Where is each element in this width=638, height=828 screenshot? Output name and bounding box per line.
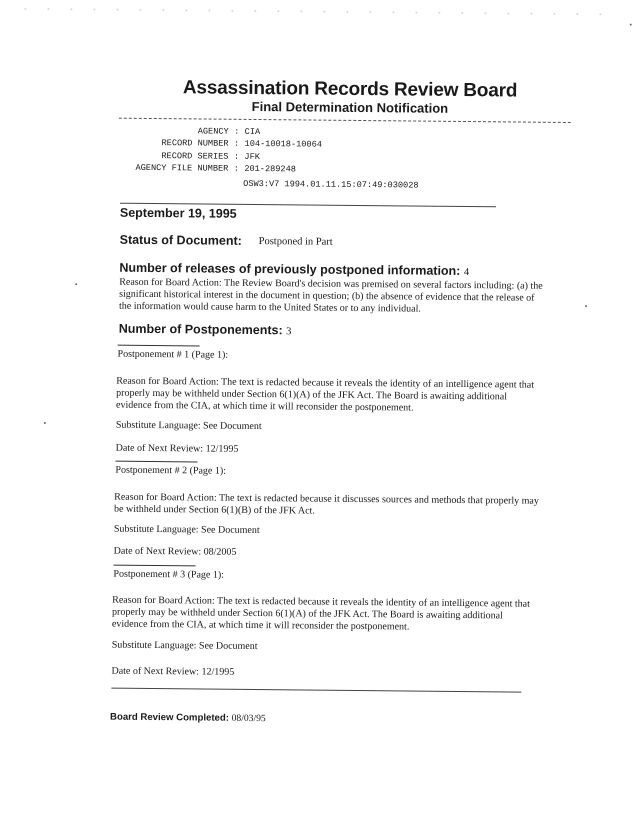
status-value: Postponed in Part: [258, 236, 333, 248]
meta-label: AGENCY: [197, 126, 229, 137]
meta-label: AGENCY FILE NUMBER: [135, 163, 229, 174]
reason-line: Reason for Board Action: The text is redacted because it discusses sources and methods that properly may: [114, 491, 539, 507]
document-date: September 19, 1995: [119, 205, 237, 221]
scan-speck: [585, 305, 587, 307]
footer-divider: [111, 688, 521, 693]
meta-row-record-series: RECORD SERIES : JFK: [118, 149, 321, 163]
reason-line: evidence from the CIA, at which time it will reconsider the postponement.: [111, 618, 410, 633]
reason-line: properly may be withheld under Section 6(1)(A) of the JFK Act. The Board is awaiting additional: [112, 606, 503, 622]
postponement-next-review: Date of Next Review: 08/2005: [113, 545, 237, 558]
board-review-completed: [110, 712, 266, 724]
releases-heading: [119, 261, 469, 278]
scan-speck: [630, 24, 632, 26]
postponement-next-review: Date of Next Review: 12/1995: [111, 665, 235, 678]
scan-speck: [44, 422, 46, 424]
postponement-next-review: Date of Next Review: 12/1995: [115, 442, 239, 455]
postponements-value: 3: [286, 326, 292, 338]
meta-row-record-number: RECORD NUMBER : 104-10018-10064: [119, 137, 322, 151]
postponements-heading: [119, 322, 292, 338]
reason-line: Reason for Board Action: The text is redacted because it reveals the identity of an intelligence agent that: [112, 594, 530, 610]
scan-speck: [75, 283, 77, 285]
releases-label: Number of releases of previously postponed information:: [119, 260, 461, 278]
releases-value: 4: [463, 266, 470, 279]
meta-row-agency: AGENCY : CIA: [119, 125, 322, 139]
reason-line: Reason for Board Action: The text is redacted because it reveals the identity of an intelligence agent that: [116, 375, 535, 391]
reason-line: the information would cause harm to the United States or to any individual.: [118, 300, 421, 315]
postponement-reason: [116, 376, 586, 416]
reason-line: be withheld under Section 6(1)(B) of the JFK Act.: [114, 503, 315, 517]
meta-value: CIA: [244, 126, 261, 138]
postponement-divider: [118, 345, 200, 347]
reason-line: Reason for Board Action: The Review Board's decision was premised on several factors including: (a) the: [119, 276, 543, 292]
scan-noise: [14, 6, 614, 18]
postponement-title: Postponement # 3 (Page 1):: [113, 568, 225, 581]
postponement-divider: [116, 461, 198, 463]
page-title: Assassination Records Review Board: [182, 77, 518, 102]
postponement-reason: [114, 492, 589, 520]
meta-label: RECORD SERIES: [161, 150, 229, 162]
postponements-label: Number of Postponements:: [118, 321, 283, 338]
reason-line: significant historical interest in the document in question; (b) the absence of evidence that the release of: [119, 288, 535, 304]
header-divider: [119, 118, 571, 123]
board-action-reason: [119, 277, 579, 317]
completed-label: Board Review Completed:: [110, 711, 230, 724]
status-label: Status of Document:: [119, 232, 242, 248]
reason-line: evidence from the CIA, at which time it will reconsider the postponement.: [116, 399, 414, 414]
postponement-substitute: Substitute Language: See Document: [111, 639, 258, 653]
meta-label: RECORD NUMBER: [161, 138, 229, 150]
postponement-substitute: Substitute Language: See Document: [115, 419, 262, 433]
reason-line: properly may be withheld under Section 6(1)(A) of the JFK Act. The Board is awaiting additional: [116, 387, 508, 403]
record-metadata: [118, 125, 322, 177]
postponement-substitute: Substitute Language: See Document: [113, 523, 260, 537]
record-code: OSW3:V7 1994.01.11.15:07:49:030028: [243, 178, 419, 191]
meta-row-agency-file-number: AGENCY FILE NUMBER : 201-289248: [118, 162, 321, 176]
page-subtitle: Final Determination Notification: [251, 98, 449, 116]
postponement-reason: [112, 595, 587, 635]
meta-value: 104-10018-10064: [244, 139, 322, 151]
postponement-title: Postponement # 2 (Page 1):: [115, 464, 227, 477]
meta-value: 201-289248: [244, 164, 296, 175]
postponement-title: Postponement # 1 (Page 1):: [117, 348, 229, 361]
postponement-divider: [114, 565, 196, 567]
meta-value: JFK: [244, 151, 260, 162]
completed-value: 08/03/95: [231, 712, 266, 725]
